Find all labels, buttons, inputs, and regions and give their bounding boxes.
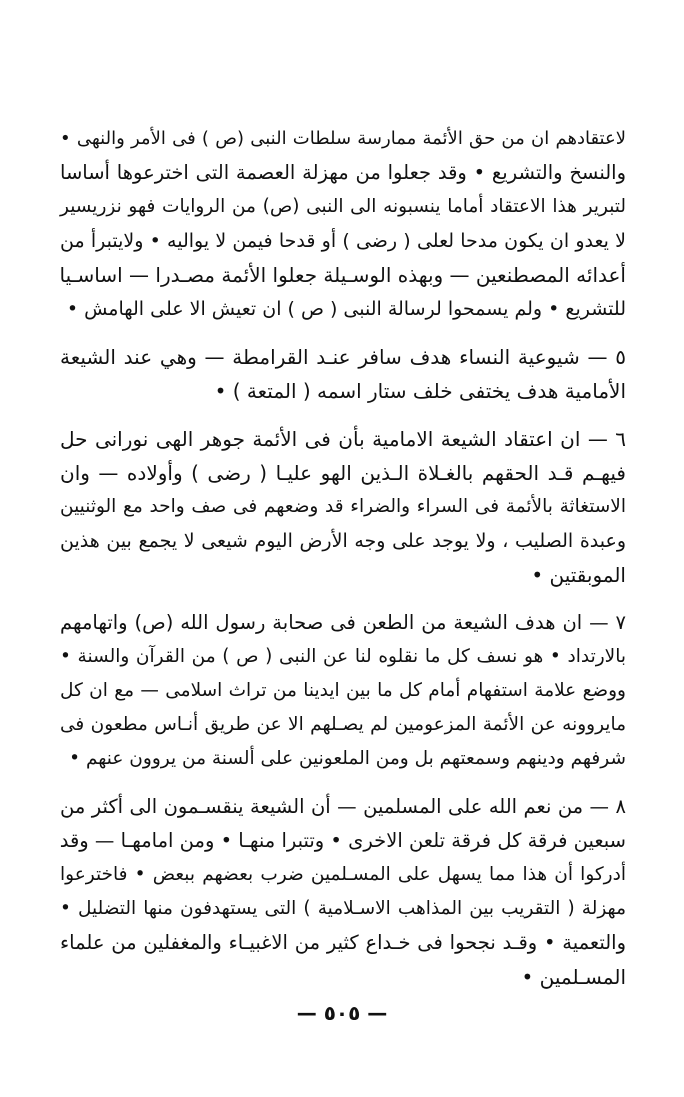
text-line: شرفهم ودينهم وسمعتهم بل ومن الملعونين على ألسنة من يروون عنهم • bbox=[69, 748, 626, 769]
text-line: ٥ — شيوعية النساء هدف سافر عنـد القرامطة — وهي عند الشيعة bbox=[60, 345, 626, 369]
text-line: سبعين فرقة كل فرقة تلعن الاخرى • وتتبرا منهـا • ومن امامهـا — وقد bbox=[59, 829, 626, 852]
text-line: مهزلة ( التقريب بين المذاهب الاسـلامية ) التى يستهدفون منها التضليل • bbox=[60, 898, 626, 919]
text-line: ووضع علامة استفهام أمام كل ما بين ايدينا من تراث اسلامى — مع ان كل bbox=[60, 680, 626, 701]
page-body bbox=[60, 122, 626, 994]
text-line: ٧ — ان هدف الشيعة من الطعن فى صحابة رسول الله (ص) واتهامهم bbox=[60, 611, 626, 634]
text-line: ٨ — من نعم الله على المسلمين — أن الشيعة ينقسـمون الى أكثر من bbox=[60, 795, 626, 818]
text-line: لا يعدو ان يكون مدحا لعلى ( رضى ) أو قدحا فيمن لا يواليه • ولايتبرأ من bbox=[60, 230, 626, 252]
text-line: أدركوا أن هذا مما يسهل على المسـلمين ضرب بعضهم ببعض • فاخترعوا bbox=[60, 864, 626, 885]
text-line: الاستغاثة بالأئمة فى السراء والضراء قد وضعهم فى صف واحد مع الوثنيين bbox=[60, 496, 626, 517]
text-line: الموبقتين • bbox=[531, 563, 626, 587]
text-line: ٦ — ان اعتقاد الشيعة الامامية بأن فى الأئمة جوهر الهى نورانى حل bbox=[60, 427, 626, 451]
text-line: للتشريع • ولم يسمحوا لرسالة النبى ( ص ) ان تعيش الا على الهامش • bbox=[66, 298, 626, 320]
text-line: لاعتقادهم ان من حق الأئمة ممارسة سلطات النبى (ص ) فى الأمر والنهى • bbox=[60, 128, 626, 149]
text-line: بالارتداد • هو نسف كل ما نقلوه لنا عن النبى ( ص ) من القرآن والسنة • bbox=[60, 646, 626, 667]
text-line: وعبدة الصليب ، ولا يوجد على وجه الأرض اليوم شيعى لا يجمع بين هذين bbox=[60, 530, 626, 552]
text-line: الأمامية هدف يختفى خلف ستار اسمه ( المتعة ) • bbox=[214, 379, 626, 403]
paragraph-6 bbox=[60, 422, 626, 592]
text-line: والتعمية • وقـد نجحوا فى خـداع كثير من الاغبيـاء والمغفلين من علماء bbox=[60, 931, 626, 954]
text-line: مايروونه عن الأئمة المزعومين لم يصـلهم الا عن طريق أنـاس مطعون فى bbox=[60, 714, 626, 735]
paragraph-8 bbox=[60, 790, 626, 994]
page-number: — ٥٠٥ — bbox=[296, 1001, 388, 1025]
text-line: فيهـم قـد الحقهم بالغـلاة الـذين الهو عليـا ( رضى ) وأولاده — وان bbox=[60, 461, 626, 485]
text-line: المسـلمين • bbox=[521, 965, 626, 989]
text-line: لتبرير هذا الاعتقاد أماما ينسبونه الى النبى (ص) من الروايات فهو نزريسير bbox=[60, 196, 626, 217]
paragraph-7 bbox=[60, 606, 626, 776]
text-line: والنسخ والتشريع • وقد جعلوا من مهزلة العصمة التى اخترعوها أساسا bbox=[60, 161, 626, 184]
paragraph-5 bbox=[60, 340, 626, 408]
text-line: أعدائه المصطنعين — وبهذه الوسـيلة جعلوا الأئمة مصـدرا — اساسـيا bbox=[59, 263, 626, 287]
paragraph-continuation bbox=[60, 122, 626, 326]
